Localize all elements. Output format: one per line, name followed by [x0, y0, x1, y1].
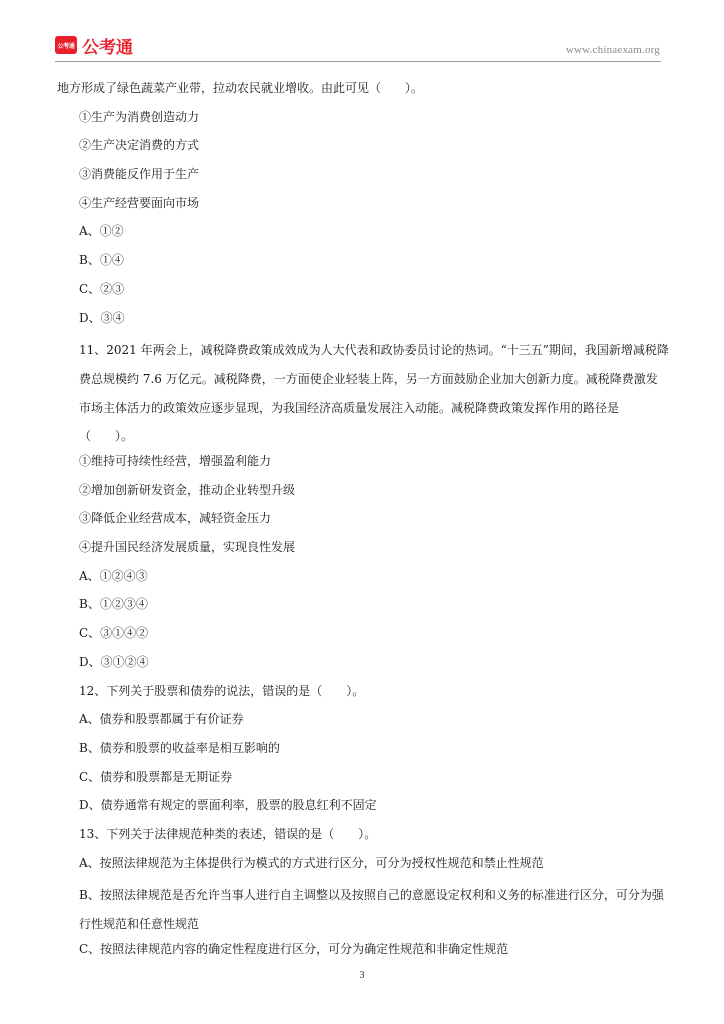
text-line: B、按照法律规范是否允许当事人进行自主调整以及按照自己的意愿设定权利和义务的标准进行区分，可分为强行性规范和任意性规范 — [79, 888, 664, 932]
page-number: 3 — [359, 970, 365, 981]
text-line: ①维持可持续性经营，增强盈利能力 — [79, 454, 272, 468]
header-divider — [55, 61, 661, 62]
text-line: A、①② — [79, 224, 124, 239]
text-line: D、债券通常有规定的票面利率，股票的股息红利不固定 — [79, 798, 377, 813]
text-line: ①生产为消费创造动力 — [79, 109, 200, 124]
text-line: A、①②④③ — [79, 568, 148, 583]
text-line: C、债券和股票都是无期证券 — [79, 769, 233, 784]
text-line: A、按照法律规范为主体提供行为模式的方式进行区分，可分为授权性规范和禁止性规范 — [79, 855, 544, 870]
text-line: A、债券和股票都属于有价证券 — [79, 712, 244, 727]
text-line: C、按照法律规范内容的确定性程度进行区分，可分为确定性规范和非确定性规范 — [79, 941, 509, 956]
site-url: www.chinaexam.org — [565, 44, 660, 56]
text-line: B、①②③④ — [79, 597, 148, 612]
text-line: ②增加创新研发资金，推动企业转型升级 — [79, 482, 296, 497]
document-body — [57, 78, 669, 967]
text-line: ③消费能反作用于生产 — [79, 167, 200, 182]
logo-text: 公考通 — [82, 38, 133, 58]
text-line: B、债券和股票的收益率是相互影响的 — [79, 740, 280, 755]
text-line: ②生产决定消费的方式 — [79, 138, 200, 153]
page-header — [55, 36, 660, 60]
text-line: 地方形成了绿色蔬菜产业带，拉动农民就业增收。由此可见（ ）。 — [57, 81, 424, 95]
text-line: 11、2021 年两会上，减税降费政策成效成为人大代表和政协委员讨论的热词。“十三五”期间，我国新增减税降费总规模约 7.6 万亿元。减税降费，一方面使企业轻装上阵，另一方面鼓励企业加大创新力度。减税降费激发市场主体活力的政策效应逐步显现，为我国经济高质量发展注入动能。减税降费政策发挥作用的路径是（ ）。 — [79, 343, 669, 444]
text-line: D、③④ — [79, 310, 125, 325]
text-line: C、②③ — [79, 281, 125, 296]
text-line: ④生产经营要面向市场 — [79, 195, 200, 210]
text-line: ④提升国民经济发展质量，实现良性发展 — [79, 540, 296, 555]
logo-badge: 公考通 — [55, 36, 77, 54]
text-line: ③降低企业经营成本，减轻资金压力 — [79, 511, 272, 526]
text-line: 12、下列关于股票和债券的说法，错误的是（ ）。 — [79, 683, 365, 698]
text-line: D、③①②④ — [79, 654, 149, 669]
text-line: C、③①④② — [79, 626, 149, 641]
text-line: B、①④ — [79, 253, 124, 268]
text-line: 13、下列关于法律规范种类的表述，错误的是（ ）。 — [79, 826, 377, 841]
